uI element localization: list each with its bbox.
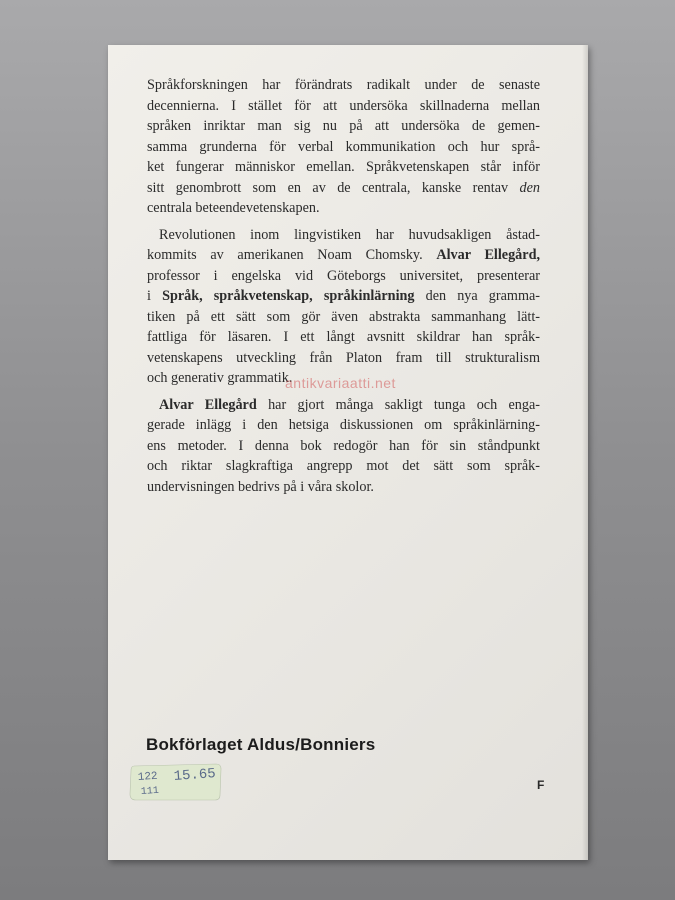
book-title: Språk, språkvetenskap, språkinlärning xyxy=(162,288,415,304)
blurb-line: samma grunderna för verbal kommunikation och hur språ- xyxy=(147,138,540,155)
blurb-line: kommits av amerikanen Noam Chomsky. Alvar Ellegård, xyxy=(147,247,541,263)
blurb-line: vetenskapens utveckling från Platon fram till strukturalism xyxy=(147,349,540,366)
blurb-line: Språkforskningen har förändrats radikalt under de senaste xyxy=(147,77,540,93)
blurb-line: undervisningen bedrivs på i våra skolor. xyxy=(147,478,374,495)
blurb-line: Alvar Ellegård har gjort många sakligt tunga och enga- xyxy=(159,396,540,413)
publisher-name: Bokförlaget Aldus/Bonniers xyxy=(146,735,376,754)
author-name: Alvar Ellegård, xyxy=(436,247,541,263)
watermark: antikvariaatti.net xyxy=(285,375,396,391)
sticker-price: 15.65 xyxy=(173,766,217,785)
blurb-line: gerade inlägg i den hetsiga diskussionen om språkinlärning- xyxy=(147,417,540,433)
blurb-line: och generativ grammatik. xyxy=(147,370,293,386)
letter-mark: F xyxy=(537,778,545,792)
blurb-line: ens metoder. I denna bok redogör han för sin ståndpunkt xyxy=(147,437,540,454)
blurb-line: fattliga för läsaren. I ett långt avsnitt skildrar han språk- xyxy=(147,329,540,345)
price-sticker xyxy=(128,763,222,801)
sticker-code-top: 122 xyxy=(137,770,159,784)
blurb-line: sitt genombrott som en av de centrala, kanske rentav den xyxy=(147,179,540,196)
blurb-line: decennierna. I stället för att undersöka skillnaderna mellan xyxy=(147,97,540,114)
blurb-line: centrala beteendevetenskapen. xyxy=(147,200,320,216)
blurb-line: tiken på ett sätt som gör även abstrakta sammanhang lätt- xyxy=(147,308,540,325)
blurb-line: och riktar slagkraftiga angrepp mot det sätt som språk- xyxy=(147,458,540,474)
blurb-line: språken inriktar man sig nu på att undersöka de gemen- xyxy=(147,118,540,134)
blurb-line: professor i engelska vid Göteborgs universitet, presenterar xyxy=(147,267,540,284)
blurb-text xyxy=(147,75,540,497)
blurb-line: i Språk, språkvetenskap, språkinlärning den nya gramma- xyxy=(147,288,540,304)
sticker-code-bottom: 111 xyxy=(140,785,160,798)
blurb-line: Revolutionen inom lingvistiken har huvudsakligen åstad- xyxy=(159,226,540,243)
blurb-line: ket fungerar människor emellan. Språkvetenskapen står inför xyxy=(147,159,540,175)
emphasis-den: den xyxy=(519,179,540,196)
author-name: Alvar Ellegård xyxy=(159,396,257,413)
book-back-cover xyxy=(108,45,588,860)
